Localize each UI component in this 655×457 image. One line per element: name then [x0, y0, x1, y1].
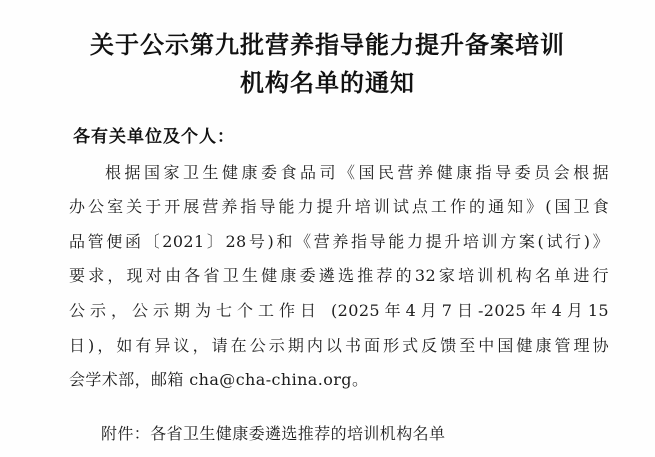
document-title-line-1: 关于公示第九批营养指导能力提升备案培训 [90, 31, 565, 59]
body-line-2: 办公室关于开展营养指导能力提升培训试点工作的通知》(国卫食 [69, 197, 609, 216]
body-line-4: 要求，现对由各省卫生健康委遴选推荐的32家培训机构名单进行 [69, 266, 609, 285]
body-line-3: 品管便函〔2021〕28号)和《营养指导能力提升培训方案(试行)》 [69, 232, 609, 251]
body-line-6: 日)，如有异议，请在公示期内以书面形式反馈至中国健康管理协 [69, 336, 609, 355]
body-line-7: 会学术部，邮箱 cha@cha-china.org。 [69, 370, 369, 389]
body-line-1: 根据国家卫生健康委食品司《国民营养健康指导委员会根据 [105, 163, 609, 182]
document-title-line-2: 机构名单的通知 [240, 69, 415, 97]
attachment-note: 附件：各省卫生健康委遴选推荐的培训机构名单 [101, 424, 446, 443]
body-line-5: 公示，公示期为七个工作日 (2025年4月7日-2025年4月15 [69, 301, 609, 320]
salutation: 各有关单位及个人： [73, 127, 235, 147]
